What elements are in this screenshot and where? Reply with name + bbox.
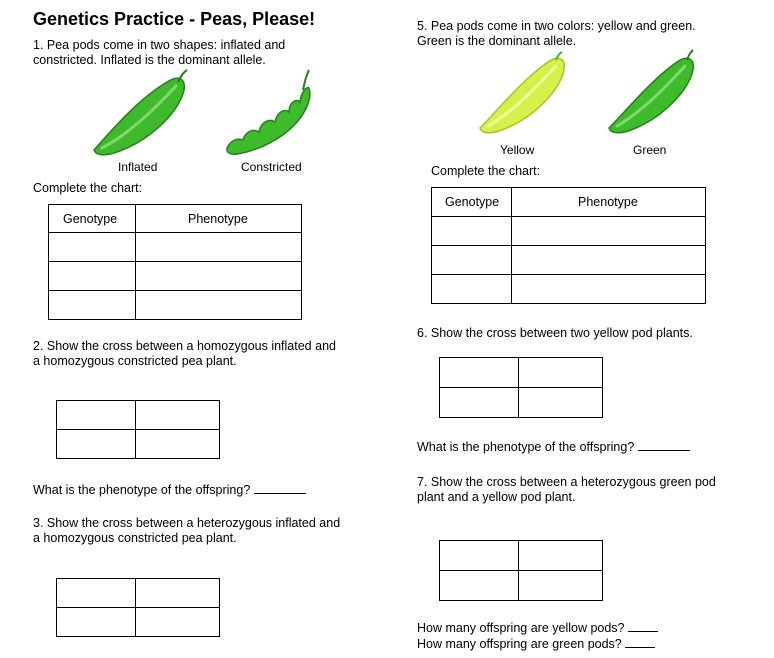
q1-chart-cell[interactable]	[49, 233, 136, 262]
q2-line2: a homozygous constricted pea plant.	[33, 354, 237, 368]
q7-line2: plant and a yellow pod plant.	[417, 490, 576, 504]
q1-chart-header-genotype: Genotype	[49, 205, 136, 233]
q7-prompt	[417, 475, 716, 505]
caption-yellow: Yellow	[500, 143, 535, 157]
q1-line2: constricted. Inflated is the dominant allele.	[33, 53, 266, 67]
q1-chart-cell[interactable]	[136, 233, 302, 262]
q5-chart-cell[interactable]	[512, 246, 706, 275]
caption-inflated: Inflated	[118, 160, 158, 174]
punnett-cell[interactable]	[440, 388, 519, 418]
punnett-cell[interactable]	[136, 401, 220, 430]
q6-question	[417, 440, 690, 455]
q5-chart-header-genotype: Genotype	[432, 188, 512, 217]
punnett-cell[interactable]	[57, 401, 136, 430]
punnett-cell[interactable]	[57, 579, 136, 608]
q1-chart-cell[interactable]	[136, 291, 302, 320]
q6-question-text: What is the phenotype of the offspring?	[417, 440, 635, 454]
punnett-cell[interactable]	[440, 358, 519, 388]
q6-answer-blank[interactable]	[638, 450, 690, 451]
punnett-cell[interactable]	[440, 571, 519, 601]
q5-line1: 5. Pea pods come in two colors: yellow and green.	[417, 19, 696, 33]
q3-punnett-square	[56, 578, 220, 637]
q1-chart	[48, 204, 302, 320]
inflated-pod-icon	[92, 70, 192, 160]
q3-line1: 3. Show the cross between a heterozygous inflated and	[33, 516, 341, 530]
yellow-pod-icon	[478, 52, 568, 137]
q2-question-text: What is the phenotype of the offspring?	[33, 483, 251, 497]
q3-prompt	[33, 516, 340, 546]
q2-prompt	[33, 339, 336, 369]
punnett-cell[interactable]	[440, 541, 519, 571]
q5-prompt	[417, 19, 696, 49]
q5-chart-header-phenotype: Phenotype	[512, 188, 706, 217]
q1-chart-header-phenotype: Phenotype	[136, 205, 302, 233]
q1-chart-cell[interactable]	[49, 291, 136, 320]
q5-chart-cell[interactable]	[512, 275, 706, 304]
q2-answer-blank[interactable]	[254, 493, 306, 494]
q7-question-yellow	[417, 621, 658, 636]
q1-prompt	[33, 38, 285, 68]
punnett-cell[interactable]	[136, 608, 220, 637]
q7-yellow-answer-blank[interactable]	[628, 631, 658, 632]
caption-green: Green	[633, 143, 667, 157]
q1-chart-cell[interactable]	[136, 262, 302, 291]
q5-chart-cell[interactable]	[432, 246, 512, 275]
q6-prompt: 6. Show the cross between two yellow pod plants.	[417, 326, 693, 340]
q5-chart-cell[interactable]	[432, 275, 512, 304]
q7-green-answer-blank[interactable]	[625, 647, 655, 648]
punnett-cell[interactable]	[519, 358, 603, 388]
page-title: Genetics Practice - Peas, Please!	[33, 9, 316, 29]
q2-question	[33, 483, 306, 498]
q1-chart-cell[interactable]	[49, 262, 136, 291]
punnett-cell[interactable]	[136, 430, 220, 459]
q1-complete-label: Complete the chart:	[33, 181, 143, 195]
q2-punnett-square	[56, 400, 220, 459]
punnett-cell[interactable]	[57, 430, 136, 459]
q5-chart-cell[interactable]	[512, 217, 706, 246]
q5-complete-label: Complete the chart:	[431, 164, 541, 178]
punnett-cell[interactable]	[57, 608, 136, 637]
punnett-cell[interactable]	[519, 541, 603, 571]
q5-line2: Green is the dominant allele.	[417, 34, 577, 48]
q6-punnett-square	[439, 357, 603, 418]
punnett-cell[interactable]	[519, 571, 603, 601]
caption-constricted: Constricted	[241, 160, 302, 174]
q7-question-green-text: How many offspring are green pods?	[417, 637, 622, 651]
q1-line1: 1. Pea pods come in two shapes: inflated and	[33, 38, 286, 52]
q7-line1: 7. Show the cross between a heterozygous green pod	[417, 475, 716, 489]
q7-question-yellow-text: How many offspring are yellow pods?	[417, 621, 625, 635]
q7-punnett-square	[439, 540, 603, 601]
punnett-cell[interactable]	[519, 388, 603, 418]
q5-chart	[431, 187, 706, 304]
constricted-pod-icon	[223, 70, 313, 155]
q2-line1: 2. Show the cross between a homozygous inflated and	[33, 339, 336, 353]
q5-chart-cell[interactable]	[432, 217, 512, 246]
q7-question-green	[417, 637, 655, 652]
green-pod-icon	[607, 50, 697, 135]
punnett-cell[interactable]	[136, 579, 220, 608]
q3-line2: a homozygous constricted pea plant.	[33, 531, 237, 545]
